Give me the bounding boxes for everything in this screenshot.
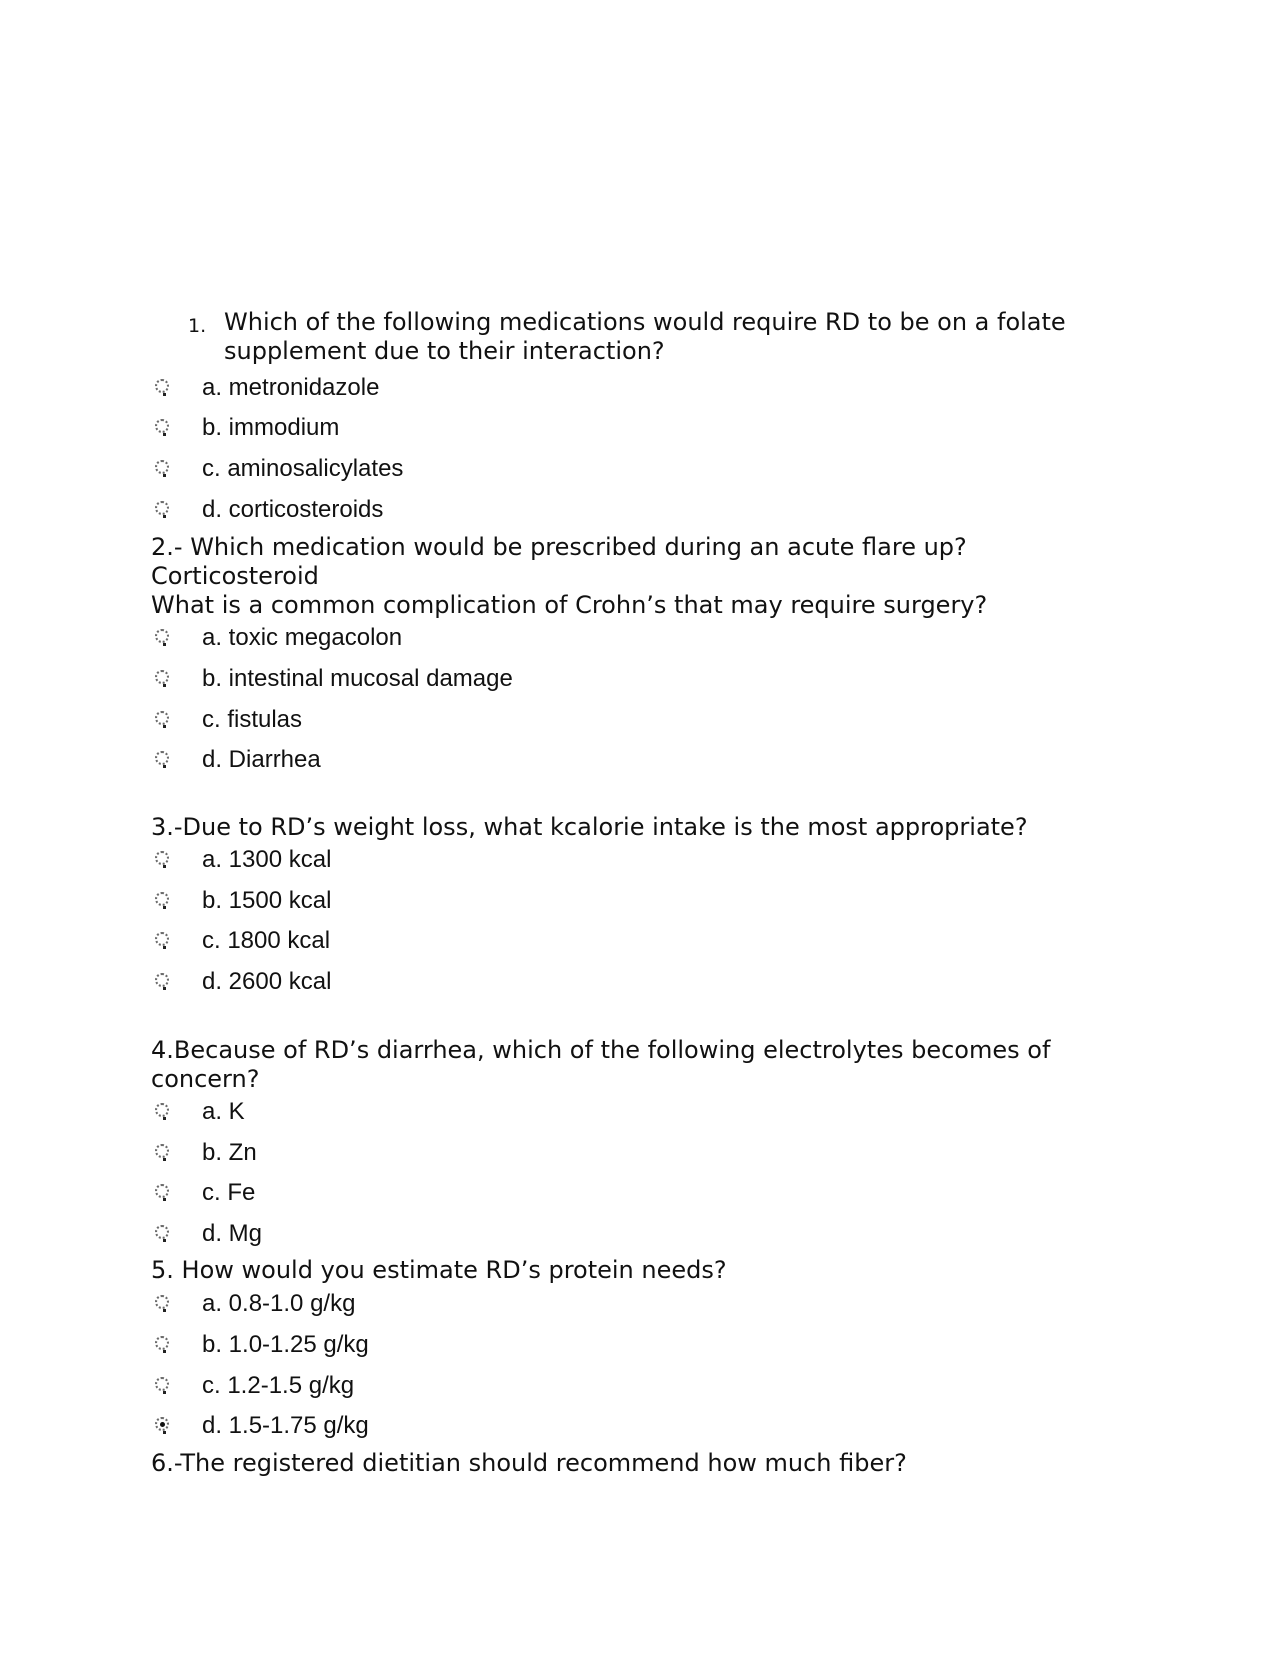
radio-button-icon[interactable] [155,1225,169,1239]
radio-button-icon[interactable] [155,851,169,865]
question-crohns-option-c[interactable] [150,704,850,736]
option-label: b. 1.0-1.25 g/kg [202,1331,369,1358]
question-1-number: 1. [188,315,207,337]
radio-button-icon[interactable] [155,670,169,684]
question-3-option-d[interactable] [150,966,850,998]
radio-button-icon[interactable] [155,1144,169,1158]
radio-button-icon[interactable] [155,711,169,725]
question-1-option-b[interactable] [150,412,850,444]
option-label: a. 0.8-1.0 g/kg [202,1290,356,1317]
question-3-option-b[interactable] [150,885,850,917]
radio-button-icon[interactable] [155,501,169,515]
question-5-text: 5. How would you estimate RD’s protein needs? [151,1256,727,1284]
question-1-option-c[interactable] [150,453,850,485]
option-label: c. Fe [202,1179,256,1206]
question-3-option-a[interactable] [150,844,850,876]
option-label: b. intestinal mucosal damage [202,665,513,692]
question-1-option-d[interactable] [150,494,850,526]
radio-button-icon[interactable] [155,379,169,393]
option-label: a. 1300 kcal [202,846,332,873]
option-label: b. Zn [202,1139,257,1166]
option-label: d. 1.5-1.75 g/kg [202,1412,369,1439]
radio-button-icon[interactable] [155,460,169,474]
question-6-text: 6.-The registered dietitian should recommend how much fiber? [151,1449,907,1477]
radio-button-icon[interactable] [155,751,169,765]
question-2-text: 2.- Which medication would be prescribed during an acute flare up? [151,533,967,561]
option-label: a. toxic megacolon [202,624,403,651]
radio-button-icon[interactable] [155,419,169,433]
radio-button-icon[interactable] [155,629,169,643]
option-label: a. metronidazole [202,374,380,401]
radio-button-icon[interactable] [155,973,169,987]
question-4-text-line2: concern? [151,1065,260,1093]
radio-button-icon[interactable] [155,932,169,946]
question-1-text: Which of the following medications would require RD to be on a folate supplement due to their interaction? [224,308,1066,365]
option-label: d. 2600 kcal [202,968,332,995]
question-4-option-a[interactable] [150,1096,850,1128]
question-1-option-a[interactable] [150,372,850,404]
radio-button-icon[interactable] [155,1377,169,1391]
option-label: b. 1500 kcal [202,887,332,914]
option-label: d. corticosteroids [202,496,384,523]
option-label: c. fistulas [202,706,303,733]
question-4-option-d[interactable] [150,1218,850,1250]
question-2-answer: Corticosteroid [151,562,319,590]
question-4-option-b[interactable] [150,1137,850,1169]
radio-button-icon[interactable] [155,1103,169,1117]
question-crohns-text: What is a common complication of Crohn’s that may require surgery? [151,591,988,619]
radio-button-icon[interactable] [155,1184,169,1198]
question-4-text-line1: 4.Because of RD’s diarrhea, which of the following electrolytes becomes of [151,1036,1051,1064]
question-5-option-b[interactable] [150,1329,850,1361]
question-crohns-option-a[interactable] [150,622,850,654]
question-5-option-a[interactable] [150,1288,850,1320]
option-label: c. 1.2-1.5 g/kg [202,1372,355,1399]
question-3-option-c[interactable] [150,925,850,957]
option-label: a. K [202,1098,245,1125]
radio-button-icon[interactable] [155,1295,169,1309]
question-5-option-d[interactable] [150,1410,850,1442]
option-label: d. Diarrhea [202,746,321,773]
question-crohns-option-b[interactable] [150,663,850,695]
radio-button-icon[interactable] [155,1336,169,1350]
option-label: c. 1800 kcal [202,927,331,954]
question-crohns-option-d[interactable] [150,744,850,776]
option-label: c. aminosalicylates [202,455,404,482]
option-label: d. Mg [202,1220,263,1247]
radio-button-selected-icon[interactable] [155,1417,169,1431]
radio-button-icon[interactable] [155,892,169,906]
question-4-option-c[interactable] [150,1177,850,1209]
option-label: b. immodium [202,414,340,441]
question-3-text: 3.-Due to RD’s weight loss, what kcalorie intake is the most appropriate? [151,813,1028,841]
question-5-option-c[interactable] [150,1370,850,1402]
